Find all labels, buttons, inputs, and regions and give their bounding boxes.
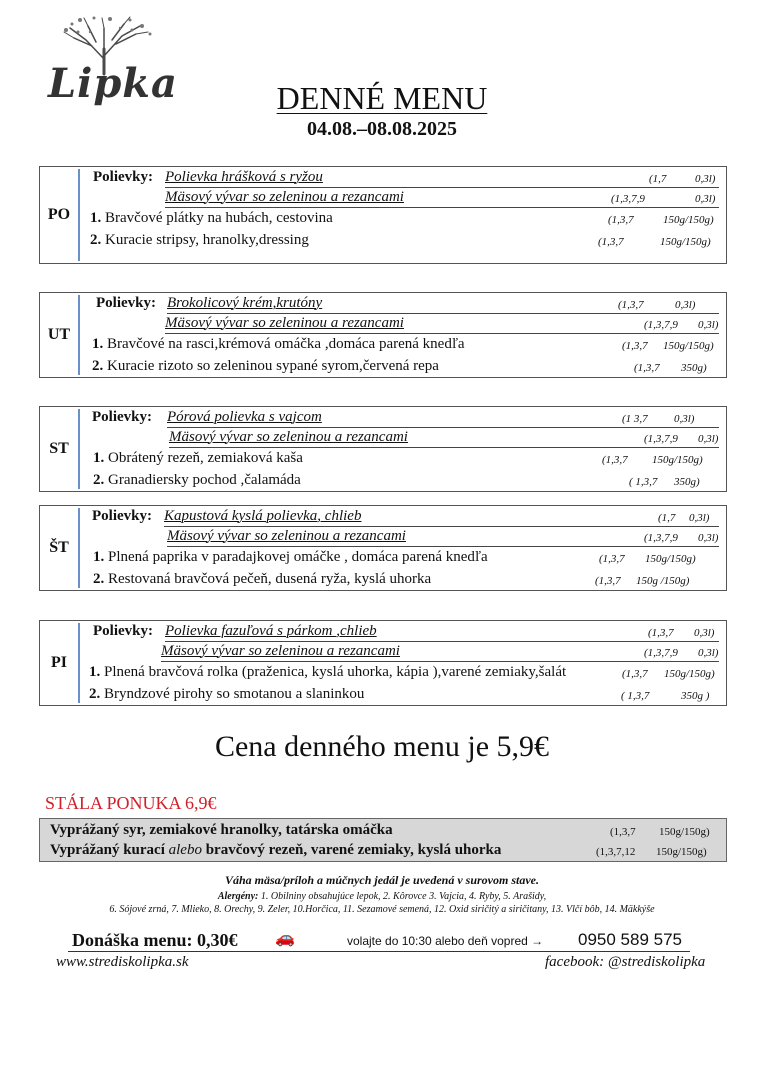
standing-offer-row: Vyprážaný syr, zemiakové hranolky, tatárska omáčka xyxy=(50,822,393,838)
soup-label: Polievky: xyxy=(93,623,153,639)
soup-label: Polievky: xyxy=(93,169,153,185)
meal-number: 2. xyxy=(90,232,105,248)
meal-text: Bravčové na rasci,krémová omáčka ,domáca parená knedľa xyxy=(107,336,465,352)
meal-text: Plnená paprika v paradajkovej omáčke , domáca parená knedľa xyxy=(108,549,488,565)
portion: 0,3l) xyxy=(698,319,719,331)
meal-text: Kuracie rizoto so zeleninou sypané syrom,červená repa xyxy=(107,358,439,374)
soup-underline xyxy=(165,333,719,334)
allergens: ( 1,3,7 xyxy=(629,476,658,488)
allergens: (1,3,7,9 xyxy=(644,532,678,544)
meal-text: Obrátený rezeň, zemiaková kaša xyxy=(108,450,303,466)
meal-number: 1. xyxy=(89,664,104,680)
day-divider xyxy=(78,409,80,489)
meal-item xyxy=(93,549,488,566)
allergens: (1,7 xyxy=(658,512,676,524)
soup-name: Mäsový vývar so zeleninou a rezancami xyxy=(161,643,400,659)
car-icon: 🚗 xyxy=(275,930,295,947)
allergens: (1,3,7 xyxy=(622,340,648,352)
allergens: (1,3,7 xyxy=(618,299,644,311)
allergens: ( 1,3,7 xyxy=(621,690,650,702)
portion: 0,3l) xyxy=(675,299,696,311)
delivery-underline xyxy=(68,951,690,952)
portion: 350g) xyxy=(681,362,707,374)
portion: 150g/150g) xyxy=(660,236,711,248)
soup-label: Polievky: xyxy=(96,295,156,311)
day-divider xyxy=(78,169,80,261)
meal-number: 2. xyxy=(93,571,108,587)
standing-offer-title: STÁLA PONUKA 6,9€ xyxy=(45,793,217,813)
day-box xyxy=(39,292,727,378)
soup-name: Mäsový vývar so zeleninou a rezancami xyxy=(165,189,404,205)
portion: 150g/150g) xyxy=(645,553,696,565)
day-box xyxy=(39,505,727,591)
soup-label: Polievky: xyxy=(92,409,152,425)
portion: 150g /150g) xyxy=(636,575,690,587)
meal-item xyxy=(90,232,309,249)
allergens: (1,3,7 xyxy=(610,826,636,838)
day-divider xyxy=(78,623,80,703)
meal-item xyxy=(89,686,364,703)
delivery-label: Donáška menu: 0,30€ xyxy=(72,930,238,950)
meal-text: Bryndzové pirohy so smotanou a slaninkou xyxy=(104,686,365,702)
day-box xyxy=(39,166,727,264)
allergens: (1 3,7 xyxy=(622,413,648,425)
meal-item xyxy=(92,336,465,353)
soup-underline xyxy=(169,447,719,448)
portion: 150g/150g) xyxy=(656,846,707,858)
meal-text: Plnená bravčová rolka (praženica, kyslá uhorka, kápia ),varené zemiaky,šalát xyxy=(104,664,567,680)
soup-underline xyxy=(165,187,719,188)
allergens: (1,3,7,9 xyxy=(644,647,678,659)
allergens: (1,3,7,9 xyxy=(611,193,645,205)
allergens: (1,3,7 xyxy=(634,362,660,374)
meal-number: 1. xyxy=(93,450,108,466)
portion: 0,3l) xyxy=(698,647,719,659)
soup-underline xyxy=(165,207,719,208)
meal-item xyxy=(92,358,439,375)
allergens: (1,3,7 xyxy=(648,627,674,639)
portion: 0,3l) xyxy=(695,193,716,205)
call-instructions: volajte do 10:30 alebo deň vopred → xyxy=(347,934,544,948)
soup-underline xyxy=(167,427,719,428)
portion: 0,3l) xyxy=(694,627,715,639)
portion: 350g) xyxy=(674,476,700,488)
soup-underline xyxy=(164,526,719,527)
day-code: ŠT xyxy=(49,539,69,556)
soup-underline xyxy=(167,313,719,314)
day-box xyxy=(39,620,727,706)
weight-note: Váha mäsa/príloh a múčnych jedál je uvedená v surovom stave. xyxy=(225,873,539,887)
meal-number: 1. xyxy=(92,336,107,352)
portion: 150g/150g) xyxy=(663,340,714,352)
soup-name: Pórová polievka s vajcom xyxy=(167,409,322,425)
portion: 0,3l) xyxy=(698,433,719,445)
portion: 0,3l) xyxy=(689,512,710,524)
allergens: (1,3,7 xyxy=(608,214,634,226)
day-box xyxy=(39,406,727,492)
meal-item xyxy=(93,571,431,588)
portion: 150g/150g) xyxy=(663,214,714,226)
allergens: (1,7 xyxy=(649,173,667,185)
allergens: (1,3,7 xyxy=(622,668,648,680)
website-link[interactable]: www.strediskolipka.sk xyxy=(56,954,189,970)
day-divider xyxy=(78,508,80,588)
portion: 150g/150g) xyxy=(664,668,715,680)
soup-name: Kapustová kyslá polievka, chlieb xyxy=(164,508,362,524)
meal-item xyxy=(90,210,333,227)
allergens: (1,3,7,9 xyxy=(644,433,678,445)
meal-text: Bravčové plátky na hubách, cestovina xyxy=(105,210,333,226)
meal-number: 1. xyxy=(93,549,108,565)
standing-offer-row: Vyprážaný kurací alebo bravčový rezeň, varené zemiaky, kyslá uhorka xyxy=(50,842,502,858)
meal-text: Restovaná bravčová pečeň, dusená ryža, kyslá uhorka xyxy=(108,571,432,587)
portion: 0,3l) xyxy=(674,413,695,425)
allergens: (1,3,7 xyxy=(599,553,625,565)
portion: 0,3l) xyxy=(695,173,716,185)
meal-number: 2. xyxy=(92,358,107,374)
soup-name: Mäsový vývar so zeleninou a rezancami xyxy=(165,315,404,331)
standing-offer-box xyxy=(39,818,727,862)
allergens-note: Alergény: 1. Obilniny obsahujúce lepok, 2. Kôrovce 3. Vajcia, 4. Ryby, 5. Arašidy, xyxy=(217,891,547,902)
soup-underline xyxy=(167,546,719,547)
menu-price: Cena denného menu je 5,9€ xyxy=(214,730,550,763)
soup-name: Mäsový vývar so zeleninou a rezancami xyxy=(167,528,406,544)
logo-text: Lipka xyxy=(48,60,178,107)
meal-item xyxy=(89,664,566,681)
phone-number[interactable]: 0950 589 575 xyxy=(578,930,682,949)
meal-number: 2. xyxy=(93,472,108,488)
meal-text: Kuracie stripsy, hranolky,dressing xyxy=(105,232,309,248)
soup-name: Polievka hrášková s ryžou xyxy=(165,169,323,185)
allergens: (1,3,7 xyxy=(595,575,621,587)
allergens: (1,3,7 xyxy=(602,454,628,466)
soup-name: Brokolicový krém,krutóny xyxy=(167,295,323,311)
soup-name: Mäsový vývar so zeleninou a rezancami xyxy=(169,429,408,445)
soup-label: Polievky: xyxy=(92,508,152,524)
allergens: (1,3,7,12 xyxy=(596,846,636,858)
portion: 150g/150g) xyxy=(652,454,703,466)
allergens: (1,3,7,9 xyxy=(644,319,678,331)
portion: 150g/150g) xyxy=(659,826,710,838)
portion: 0,3l) xyxy=(698,532,719,544)
meal-item xyxy=(93,472,301,489)
soup-underline xyxy=(161,661,719,662)
soup-name: Polievka fazuľová s párkom ,chlieb xyxy=(165,623,377,639)
meal-number: 2. xyxy=(89,686,104,702)
day-code: UT xyxy=(47,326,71,343)
day-code: ST xyxy=(49,440,69,457)
facebook-link[interactable]: facebook: @strediskolipka xyxy=(545,954,706,970)
page-title: DENNÉ MENU xyxy=(276,80,488,116)
portion: 350g ) xyxy=(681,690,710,702)
allergens: (1,3,7 xyxy=(598,236,624,248)
meal-text: Granadiersky pochod ,čalamáda xyxy=(108,472,301,488)
allergens-note-2: 6. Sójové zrná, 7. Mlieko, 8. Orechy, 9. Zeler, 10.Horčica, 11. Sezamové semená, 12. Oxid siričitý a siričitany, 13. Vlčí bôb, 14. Mäkkýše xyxy=(109,904,655,915)
meal-item xyxy=(93,450,303,467)
soup-underline xyxy=(165,641,719,642)
meal-number: 1. xyxy=(90,210,105,226)
menu-dates: 04.08.–08.08.2025 xyxy=(307,118,457,140)
day-code: PI xyxy=(51,654,67,671)
day-divider xyxy=(78,295,80,375)
day-code: PO xyxy=(47,206,71,223)
